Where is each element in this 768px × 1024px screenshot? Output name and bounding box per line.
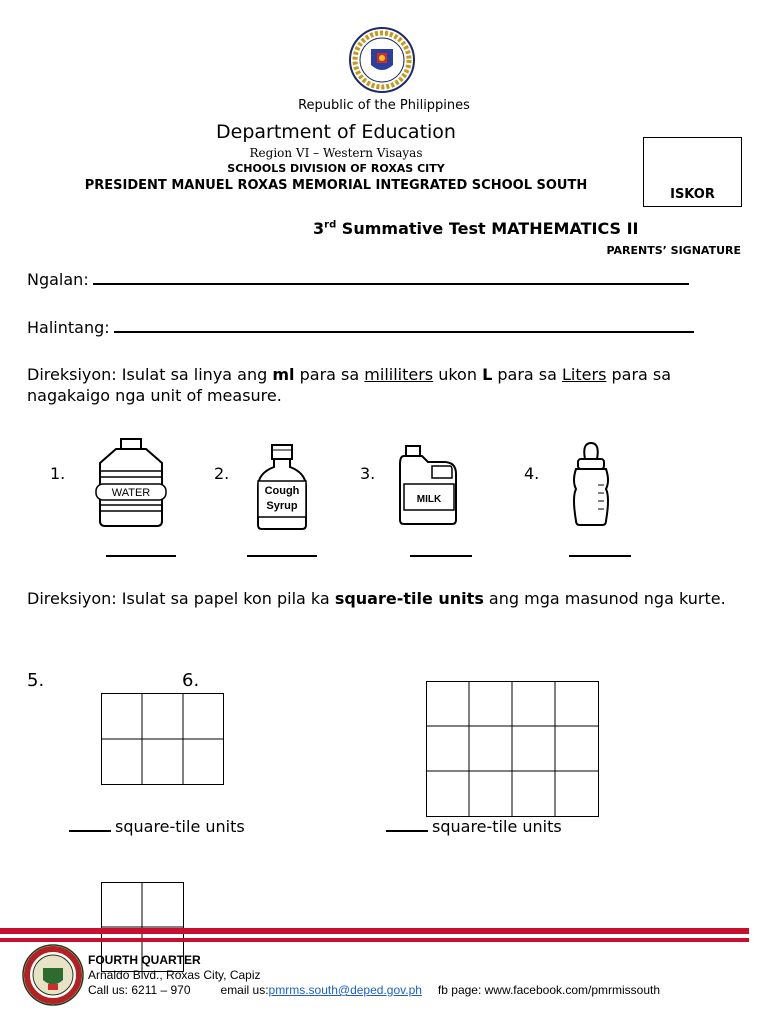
footer-quarter: FOURTH QUARTER [88,953,201,967]
item-number-6: 6. [182,670,200,691]
answer-line-4[interactable] [569,555,631,557]
item-number-1: 1. [50,464,66,483]
section-field[interactable] [27,318,694,337]
item-number-5: 5. [27,670,45,691]
footer-bar-bottom [0,938,749,942]
water-jug-icon [94,437,168,529]
footer-email-link[interactable]: pmrms.south@deped.gov.ph [268,983,422,997]
test-ordinal-suffix: rd [324,219,337,231]
direction-1-text: para sa [294,365,365,384]
direction-1-L: L [482,365,493,384]
direction-1-mililiters: mililiters [364,365,434,384]
item-number-4: 4. [524,464,540,483]
score-box[interactable] [643,137,742,207]
cough-syrup-bottle-icon [252,443,312,531]
direction-1-liters: Liters [562,365,607,384]
department-title: Department of Education [216,121,456,143]
milk-label: MILK [416,494,442,505]
direction-1-text: Direksiyon: Isulat sa linya ang [27,365,273,384]
footer-address: Arnaldo Blvd., Roxas City, Capiz [88,968,261,982]
answer-line-3[interactable] [410,555,472,557]
units-blank-5[interactable] [69,830,111,832]
direction-1-text: para sa [492,365,563,384]
republic-text: Republic of the Philippines [298,98,470,113]
answer-line-1[interactable] [106,555,176,557]
item-number-2: 2. [214,464,230,483]
section-blank-line[interactable] [114,330,694,333]
syrup-label: Syrup [266,500,298,512]
name-field[interactable] [27,270,689,289]
units-label-5: square-tile units [115,817,245,836]
footer-email-label: email us: [220,983,269,997]
division-text: SCHOOLS DIVISION OF ROXAS CITY [227,162,445,175]
baby-bottle-icon [568,441,614,527]
footer-bar-top [0,928,749,934]
direction-1 [27,364,747,406]
deped-seal-logo [347,27,417,93]
direction-1-ml: ml [272,365,295,384]
school-seal-logo [22,944,84,1006]
direction-2-text: Direksiyon: Isulat sa papel kon pila ka [27,589,335,608]
item-number-3: 3. [360,464,376,483]
footer-fb: fb page: www.facebook.com/pmrmissouth [437,983,661,997]
tile-grid-5 [101,693,224,785]
direction-2 [27,588,747,609]
section-label: Halintang: [27,318,110,337]
water-label: WATER [111,487,151,499]
school-name: PRESIDENT MANUEL ROXAS MEMORIAL INTEGRATED SCHOOL SOUTH [84,178,588,193]
name-blank-line[interactable] [93,282,689,285]
parents-signature-label: PARENTS’ SIGNATURE [606,244,741,257]
direction-2-text: ang mga masunod nga kurte. [483,589,726,608]
milk-jug-icon [398,444,460,526]
test-ordinal: 3 [313,219,325,238]
region-text: Region VI – Western Visayas [249,146,423,160]
units-blank-6[interactable] [386,830,428,832]
tile-grid-6 [426,681,599,817]
name-label: Ngalan: [27,270,89,289]
cough-label: Cough [264,485,300,497]
test-title-text: Summative Test MATHEMATICS II [336,219,639,238]
direction-2-square-tile-units: square-tile units [334,589,484,608]
units-answer-5[interactable] [69,817,245,836]
units-label-6: square-tile units [432,817,562,836]
test-title [313,219,639,238]
answer-line-2[interactable] [247,555,317,557]
score-label: ISKOR [670,187,715,202]
direction-1-text: ukon [433,365,483,384]
footer-call: Call us: 6211 – 970 [88,983,191,997]
units-answer-6[interactable] [386,817,562,836]
direction-1-text: para sa nagakaigo nga unit of measure. [27,365,672,405]
footer-contact [88,983,768,997]
